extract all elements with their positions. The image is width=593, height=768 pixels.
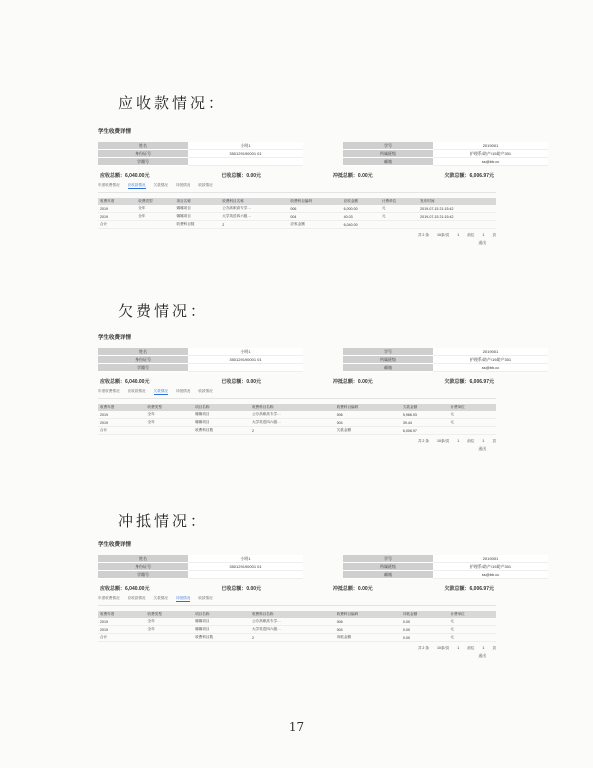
info-value [188,571,303,579]
info-value: 护理系/助产/19助产301 [433,356,548,364]
pager-item[interactable]: 1 [482,233,485,237]
table-cell: 39.44 [401,419,449,427]
table-cell: 004 [335,626,401,634]
table-cell: 2 [250,634,335,642]
panel-title: 学生收费详情 [98,129,132,135]
summary-total: 已收总额：0.00元 [221,173,262,179]
fee-table [98,611,496,642]
table-cell: 006 [335,618,401,626]
summary-total: 已收总额：0.00元 [221,379,262,385]
info-value: 小明1 [188,142,303,150]
table-cell: 元 [448,419,496,427]
table-row [98,213,496,221]
table-cell: 40.03 [342,213,380,221]
panel-title: 学生收费详情 [98,542,132,548]
table-cell: 大学英语四六级… [250,419,335,427]
info-key: 学籍号 [98,571,188,579]
table-row [98,411,496,419]
column-header: 收费科目名称 [220,198,288,205]
column-header: 收费科目编码 [335,611,401,618]
table-cell [448,427,496,435]
table-cell: 2019-07-15 21:15:42 [418,205,496,213]
info-key: 姓名 [98,142,188,150]
info-key: 学号 [343,555,433,563]
table-cell: 2019 [98,205,136,213]
summary-total: 已收总额：0.00元 [221,586,262,592]
exit-button[interactable]: 退出 [478,241,486,245]
table-cell: 全年 [146,411,194,419]
table-cell: 公办高职高专学… [220,205,288,213]
tab-item[interactable]: 应收款情况 [127,183,146,187]
tab-item[interactable]: 冲抵情况 [175,596,191,600]
table-cell: 合计 [98,221,136,229]
pager-item[interactable]: 10条/页 [437,646,450,650]
table-row [98,618,496,626]
info-key: 身份证号 [98,150,188,158]
pager-item[interactable]: 1 [457,233,460,237]
fee-table [98,404,496,435]
table-cell: 娜娜项目 [193,618,250,626]
tab-item[interactable]: 年度收费情况 [98,183,120,187]
info-key: 所属班级 [343,150,433,158]
table-cell: 元 [380,205,418,213]
table-cell: 2019-07-15 21:15:42 [418,213,496,221]
table-cell [380,221,418,229]
table-cell: 娜娜项目 [175,213,221,221]
info-key: 学号 [343,348,433,356]
table-cell: 2 [250,427,335,435]
column-header: 发布时间 [418,198,496,205]
table-cell: 冲抵金额 [335,634,401,642]
fee-detail-panel [98,540,512,659]
table-cell: 娜娜项目 [175,205,221,213]
info-value [188,364,303,372]
info-key: 所属班级 [343,563,433,571]
summary-row [100,585,494,592]
table-cell: 004 [335,419,401,427]
table-cell: 大学英语四六级… [220,213,288,221]
info-value: 350129190001 01 [188,563,303,571]
tab-item[interactable]: 收款情况 [198,389,213,393]
table-cell: 应收金额 [288,221,341,229]
table-cell [146,427,194,435]
column-header: 计费单位 [448,404,496,411]
table-cell: 2 [220,221,288,229]
table-cell [418,221,496,229]
column-header: 收费年度 [98,611,146,618]
student-info-grid [98,348,512,372]
tab-item[interactable]: 冲抵情况 [175,183,191,187]
table-cell: 合计 [98,634,146,642]
table-cell: 全年 [146,626,194,634]
info-value: 小明1 [188,348,303,356]
student-info-grid [98,142,512,166]
table-cell [136,221,174,229]
table-row [98,221,496,229]
tab-item[interactable]: 应收款情况 [127,389,146,393]
column-header: 项目名称 [175,198,221,205]
table-cell: 收费科目数 [175,221,221,229]
column-header: 收费类型 [136,198,174,205]
pagination [98,646,496,651]
pager-item[interactable]: 1 [482,439,485,443]
table-cell: 元 [448,618,496,626]
table-cell: 全年 [146,618,194,626]
pager-item[interactable]: 1 [457,439,460,443]
info-value: ss@bb.cc [433,158,548,166]
column-header: 冲抵金额 [401,611,449,618]
table-row [98,626,496,634]
exit-button[interactable]: 退出 [478,447,486,451]
column-header: 项目名称 [193,611,250,618]
tab-bar [98,596,496,606]
info-value: 350129190001 01 [188,150,303,158]
summary-total: 冲抵总额：0.00元 [332,173,373,179]
pager-item[interactable]: 前往 [467,233,475,237]
section-heading: 欠费情况： [118,302,209,320]
summary-total: 应收总额：6,040.00元 [100,586,150,592]
table-cell: 全年 [146,419,194,427]
info-key: 所属班级 [343,356,433,364]
summary-total: 应收总额：6,040.00元 [100,379,150,385]
table-cell [146,634,194,642]
column-header: 收费科目名称 [250,404,335,411]
tab-item[interactable]: 年度收费情况 [98,389,120,393]
table-cell: 5,966.93 [401,411,449,419]
table-cell: 2019 [98,213,136,221]
pager-item[interactable]: 10条/页 [437,439,450,443]
info-value: ss@bb.cc [433,364,548,372]
table-cell: 6,006.97 [401,427,449,435]
table-cell: 6,040.00 [342,221,380,229]
summary-total: 欠款总额：6,006.97元 [444,379,494,385]
tab-item[interactable]: 欠款情况 [153,389,168,393]
tab-bar [98,183,496,193]
column-header: 应收金额 [342,198,380,205]
info-value: 护理系/助产/19助产301 [433,563,548,571]
section-heading: 冲抵情况： [118,512,209,530]
tab-item[interactable]: 欠款情况 [153,596,168,600]
info-key: 身份证号 [98,563,188,571]
table-cell: 收费科目数 [193,634,250,642]
info-key: 邮箱 [343,364,433,372]
info-key: 学号 [343,142,433,150]
table-cell: 2019 [98,626,146,634]
pager-item[interactable]: 前往 [467,439,475,443]
table-cell: 0.00 [401,626,449,634]
column-header: 计费单位 [448,611,496,618]
tab-item[interactable]: 冲抵情况 [175,389,191,393]
info-value: 2019001 [433,142,548,150]
fee-detail-panel [98,127,512,246]
tab-item[interactable]: 收款情况 [198,596,213,600]
page-number: 17 [288,720,305,734]
info-value: 护理系/助产/19助产301 [433,150,548,158]
table-cell: 004 [288,213,341,221]
table-cell: 006 [288,205,341,213]
fee-detail-panel [98,333,512,452]
pager-item[interactable]: 共 2 条 [417,439,430,443]
pager-item[interactable]: 前往 [467,646,475,650]
fee-table [98,198,496,229]
table-cell: 收费科目数 [193,427,250,435]
info-value: 2019001 [433,555,548,563]
info-value: 350129190001 01 [188,356,303,364]
table-cell: 006 [335,411,401,419]
pager-item[interactable]: 1 [482,646,485,650]
info-value: 2019001 [433,348,548,356]
table-cell: 娜娜项目 [193,626,250,634]
table-row [98,427,496,435]
info-key: 姓名 [98,555,188,563]
exit-button[interactable]: 退出 [478,654,486,658]
info-value: ss@bb.cc [433,571,548,579]
table-cell: 公办高职高专学… [250,618,335,626]
pager-item[interactable]: 页 [492,233,496,237]
table-cell: 娜娜项目 [193,419,250,427]
tab-item[interactable]: 欠款情况 [153,183,168,187]
table-cell: 大学英语四六级… [250,626,335,634]
table-cell: 2019 [98,411,146,419]
column-header: 收费年度 [98,198,136,205]
column-header: 收费科目编码 [288,198,341,205]
table-cell: 元 [448,411,496,419]
student-info-grid [98,555,512,579]
column-header: 收费科目名称 [250,611,335,618]
column-header: 收费类型 [146,404,194,411]
column-header: 收费科目编码 [335,404,401,411]
table-row [98,205,496,213]
info-key: 姓名 [98,348,188,356]
table-row [98,634,496,642]
info-value [188,158,303,166]
summary-total: 欠款总额：6,006.97元 [444,586,494,592]
tab-bar [98,389,496,399]
table-cell: 全年 [136,213,174,221]
table-cell: 公办高职高专学… [250,411,335,419]
pagination [98,439,496,444]
pager-item[interactable]: 10条/页 [437,233,450,237]
summary-total: 冲抵总额：0.00元 [332,379,373,385]
summary-row [100,378,494,385]
table-cell: 全年 [136,205,174,213]
table-cell: 娜娜项目 [193,411,250,419]
info-value: 小明1 [188,555,303,563]
info-key: 学籍号 [98,158,188,166]
table-row [98,419,496,427]
pagination [98,233,496,238]
table-cell: 元 [448,634,496,642]
table-cell: 2019 [98,618,146,626]
info-key: 邮箱 [343,158,433,166]
column-header: 收费类型 [146,611,194,618]
summary-total: 应收总额：6,040.00元 [100,173,150,179]
panel-title: 学生收费详情 [98,335,132,341]
info-key: 身份证号 [98,356,188,364]
summary-total: 冲抵总额：0.00元 [332,586,373,592]
pager-item[interactable]: 共 2 条 [417,233,430,237]
tab-item[interactable]: 应收款情况 [127,596,146,600]
column-header: 计费单位 [380,198,418,205]
pager-item[interactable]: 1 [457,646,460,650]
pager-item[interactable]: 页 [492,646,496,650]
table-cell: 6,000.00 [342,205,380,213]
column-header: 欠款金额 [401,404,449,411]
info-key: 学籍号 [98,364,188,372]
summary-row [100,172,494,179]
table-cell: 欠款金额 [335,427,401,435]
pager-item[interactable]: 页 [492,439,496,443]
table-cell: 2019 [98,419,146,427]
info-key: 邮箱 [343,571,433,579]
tab-item[interactable]: 收款情况 [198,183,213,187]
section-heading: 应收款情况： [118,94,227,112]
summary-total: 欠款总额：6,006.97元 [444,173,494,179]
column-header: 收费年度 [98,404,146,411]
column-header: 项目名称 [193,404,250,411]
table-cell: 元 [380,213,418,221]
table-cell: 合计 [98,427,146,435]
tab-item[interactable]: 年度收费情况 [98,596,120,600]
pager-item[interactable]: 共 2 条 [417,646,430,650]
table-cell: 0.00 [401,618,449,626]
table-cell: 0.00 [401,634,449,642]
table-cell: 元 [448,626,496,634]
